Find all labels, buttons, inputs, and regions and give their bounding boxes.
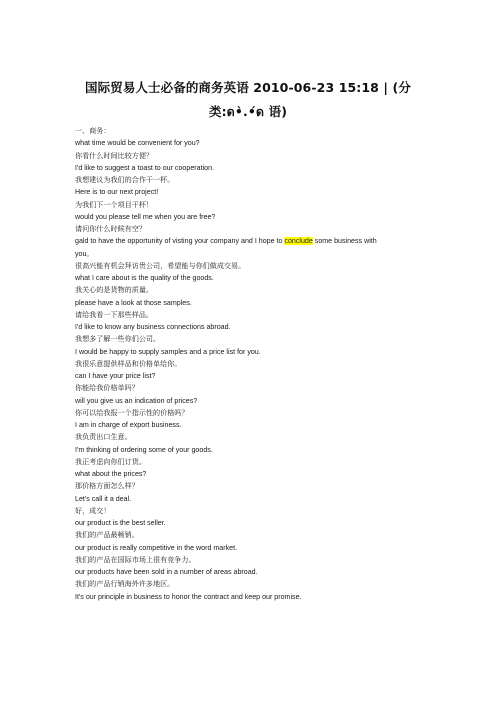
chinese-line — [75, 150, 435, 162]
english-line — [75, 493, 435, 505]
english-line — [75, 235, 435, 247]
line-text: 我想建议为我们的合作干一杯。 — [75, 175, 175, 184]
chinese-line — [75, 358, 435, 370]
line-text: I would be happy to supply samples and a price list for you. — [75, 347, 261, 356]
english-line — [75, 419, 435, 431]
line-text: I'm thinking of ordering some of your goods. — [75, 445, 213, 454]
english-line — [75, 321, 435, 333]
line-text: will you give us an indication of prices? — [75, 396, 198, 405]
document-body — [75, 125, 435, 603]
chinese-line — [75, 333, 435, 345]
line-text: 我想多了解一些你们公司。 — [75, 334, 161, 344]
line-text-after: some business with — [312, 237, 377, 246]
chinese-line — [75, 223, 435, 235]
line-text: what time would be convenient for you? — [75, 139, 200, 148]
english-line — [75, 444, 435, 456]
line-text: 你可以给我报一个指示性的价格吗？ — [75, 407, 189, 417]
line-text: 我正考虑向你们订货。 — [75, 456, 146, 466]
chinese-line — [75, 480, 435, 492]
chinese-line — [75, 505, 435, 517]
english-line — [75, 186, 435, 198]
line-text: 我们的产品最畅销。 — [75, 530, 139, 540]
line-text: please have a look at those samples. — [75, 298, 192, 307]
line-text: 我们的产品在国际市场上很有竞争力。 — [75, 554, 196, 564]
chinese-line — [75, 578, 435, 590]
chinese-line — [75, 199, 435, 211]
chinese-line — [75, 260, 435, 272]
line-text: I am in charge of export business. — [75, 421, 182, 429]
line-text: would you please tell me when you are free? — [75, 212, 216, 221]
english-line — [75, 591, 435, 603]
chinese-line — [75, 456, 435, 468]
chinese-line — [75, 125, 435, 137]
line-text: our product is really competitive in the word market. — [75, 543, 238, 552]
chinese-line — [75, 431, 435, 443]
line-text: you。 — [75, 249, 94, 258]
line-text: our products have been sold in a number of areas abroad. — [75, 568, 258, 576]
english-line — [75, 211, 435, 223]
line-text: 那价格方面怎么样？ — [75, 481, 139, 491]
line-text: 我很乐意提供样品和价格单给你。 — [75, 358, 182, 368]
line-text: Let's call it a deal. — [75, 494, 132, 503]
line-text: It's our principle in business to honor the contract and keep our promise. — [75, 592, 302, 601]
english-line — [75, 395, 435, 407]
chinese-line — [75, 284, 435, 296]
line-text: Here is to our next project! — [75, 188, 159, 197]
english-line — [75, 272, 435, 284]
english-line — [75, 162, 435, 174]
line-text: 好，成交！ — [75, 505, 111, 515]
line-text: 我负责出口生意。 — [75, 432, 132, 442]
chinese-line — [75, 174, 435, 186]
english-line — [75, 297, 435, 309]
line-text: 你看什么时间比较方便？ — [75, 150, 154, 160]
english-line — [75, 468, 435, 480]
line-text: 我们的产品行销海外许多地区。 — [75, 579, 175, 589]
line-text: 我关心的是货物的质量。 — [75, 285, 154, 295]
chinese-line — [75, 529, 435, 541]
english-line — [75, 137, 435, 149]
line-text: what about the prices? — [75, 470, 147, 478]
chinese-line — [75, 382, 435, 394]
line-text: 请问你什么时候有空？ — [75, 224, 146, 233]
line-text: what I care about is the quality of the goods. — [75, 274, 214, 282]
line-text: 为我们下一个项目干杯！ — [75, 199, 154, 209]
english-line — [75, 248, 435, 260]
english-line — [75, 370, 435, 382]
line-text: our product is the best seller. — [75, 519, 166, 527]
line-text: 请给我看一下那些样品。 — [75, 309, 154, 319]
document-title-line-2: 类:ด•̀.•́ด 语) — [208, 104, 288, 119]
line-text: gald to have the opportunity of visting your company and I hope to — [75, 237, 285, 246]
line-text: 很高兴能有机会拜访贵公司，希望能与你们做成交易。 — [75, 260, 246, 270]
line-text: 一、商务： — [75, 126, 111, 135]
chinese-line — [75, 309, 435, 321]
chinese-line — [75, 407, 435, 419]
english-line — [75, 542, 435, 554]
document-title-line-1: 国际贸易人士必备的商务英语 2010-06-23 15:18 | (分 — [85, 80, 411, 95]
english-line — [75, 566, 435, 578]
line-text: I'd like to know any business connections abroad. — [75, 323, 231, 331]
line-text: I'd like to suggest a toast to our cooperation. — [75, 163, 214, 172]
english-line — [75, 346, 435, 358]
english-line — [75, 517, 435, 529]
line-text: 你能给我价格单吗？ — [75, 383, 139, 393]
highlighted-word: conclude — [284, 237, 313, 246]
line-text: can I have your price list? — [75, 372, 156, 380]
chinese-line — [75, 554, 435, 566]
